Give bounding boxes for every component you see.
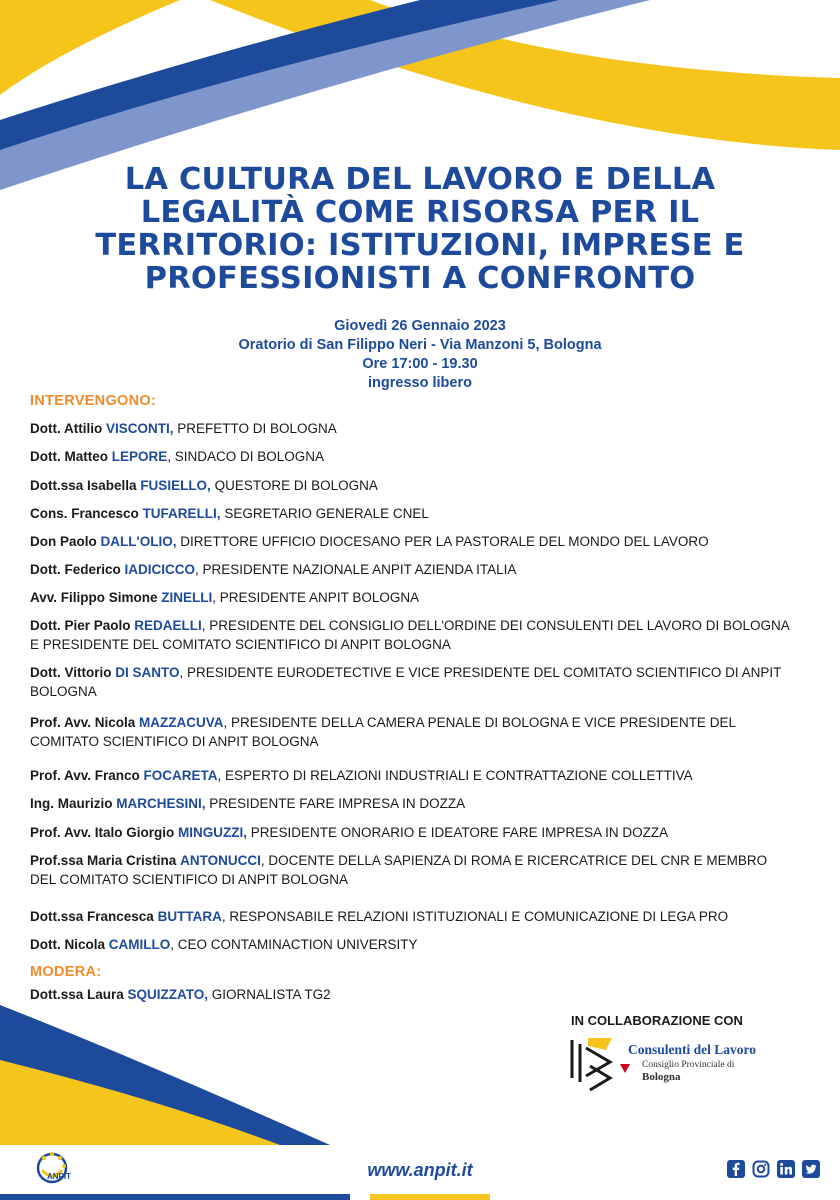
- collaboration-org-city: Bologna: [642, 1071, 681, 1083]
- event-info: [60, 317, 780, 393]
- collaboration-org-name: Consulenti del Lavoro: [628, 1042, 757, 1057]
- speaker-item: Dott.ssa Francesca BUTTARA, RESPONSABILE RELAZIONI ISTITUZIONALI E COMUNICAZIONE DI LEGA PRO: [30, 909, 729, 924]
- speaker-item: Ing. Maurizio MARCHESINI, PRESIDENTE FARE IMPRESA IN DOZZA: [30, 796, 466, 811]
- event-venue: Oratorio di San Filippo Neri - Via Manzoni 5, Bologna: [238, 337, 602, 353]
- speaker-item: Prof. Avv. Nicola MAZZACUVA, PRESIDENTE DELLA CAMERA PENALE DI BOLOGNA E VICE PRESIDENTE DEL COMITATO SCIENTIFICO DI ANPIT BOLOGNA: [30, 715, 736, 749]
- event-time: Ore 17:00 - 19.30: [362, 356, 478, 372]
- collaboration-org-sub: Consiglio Provinciale di: [642, 1060, 735, 1070]
- speaker-item: Don Paolo DALL'OLIO, DIRETTORE UFFICIO DIOCESANO PER LA PASTORALE DEL MONDO DEL LAVORO: [30, 534, 709, 549]
- speaker-item: Cons. Francesco TUFARELLI, SEGRETARIO GENERALE CNEL: [30, 506, 429, 521]
- page-title: LA CULTURA DEL LAVORO E DELLA LEGALITÀ COME RISORSA PER IL TERRITORIO: ISTITUZIONI, IMPRESE E PROFESSIONISTI A CONFRONTO: [95, 162, 745, 296]
- speaker-item: Dott. Matteo LEPORE, SINDACO DI BOLOGNA: [30, 449, 325, 464]
- instagram-icon[interactable]: [752, 1160, 770, 1178]
- facebook-icon[interactable]: [727, 1160, 745, 1178]
- speaker-item: Dott. Nicola CAMILLO, CEO CONTAMINACTION UNIVERSITY: [30, 937, 418, 952]
- moderator-heading: MODERA:: [30, 964, 102, 980]
- speaker-item: Dott. Federico IADICICCO, PRESIDENTE NAZIONALE ANPIT AZIENDA ITALIA: [30, 562, 517, 577]
- event-entry: ingresso libero: [368, 375, 472, 391]
- speakers-heading: INTERVENGONO:: [30, 393, 157, 409]
- speaker-item: Avv. Filippo Simone ZINELLI, PRESIDENTE ANPIT BOLOGNA: [30, 590, 420, 605]
- event-date: Giovedì 26 Gennaio 2023: [334, 318, 506, 334]
- linkedin-icon[interactable]: [777, 1160, 795, 1178]
- speaker-item: Dott. Pier Paolo REDAELLI, PRESIDENTE DEL CONSIGLIO DELL'ORDINE DEI CONSULENTI DEL LAVORO DI BOLOGNA E PRESIDENTE DEL COMITATO SCIENTIFICO DI ANPIT BOLOGNA: [30, 618, 789, 652]
- speaker-item: Dott. Vittorio DI SANTO, PRESIDENTE EURODETECTIVE E VICE PRESIDENTE DEL COMITATO SCIENTIFICO DI ANPIT BOLOGNA: [30, 665, 782, 699]
- collaboration-label: IN COLLABORAZIONE CON: [571, 1013, 743, 1028]
- speaker-item: Prof.ssa Maria Cristina ANTONUCCI, DOCENTE DELLA SAPIENZA DI ROMA E RICERCATRICE DEL CNR E MEMBRO DEL COMITATO SCIENTIFICO DI ANPIT BOLOGNA: [30, 853, 768, 887]
- anpit-logo-text: ANPIT: [47, 1172, 71, 1181]
- speaker-item: Dott. Attilio VISCONTI, PREFETTO DI BOLOGNA: [30, 421, 337, 436]
- website-link[interactable]: www.anpit.it: [367, 1160, 473, 1180]
- anpit-logo-icon: [30, 1148, 86, 1194]
- moderator-item: Dott.ssa Laura SQUIZZATO, GIORNALISTA TG2: [30, 987, 331, 1002]
- twitter-icon[interactable]: [802, 1160, 820, 1178]
- speaker-item: Prof. Avv. Italo Giorgio MINGUZZI, PRESIDENTE ONORARIO E IDEATORE FARE IMPRESA IN DOZZA: [30, 825, 669, 840]
- speaker-item: Prof. Avv. Franco FOCARETA, ESPERTO DI RELAZIONI INDUSTRIALI E CONTRATTAZIONE COLLETTIVA: [30, 768, 693, 783]
- speaker-item: Dott.ssa Isabella FUSIELLO, QUESTORE DI BOLOGNA: [30, 478, 378, 493]
